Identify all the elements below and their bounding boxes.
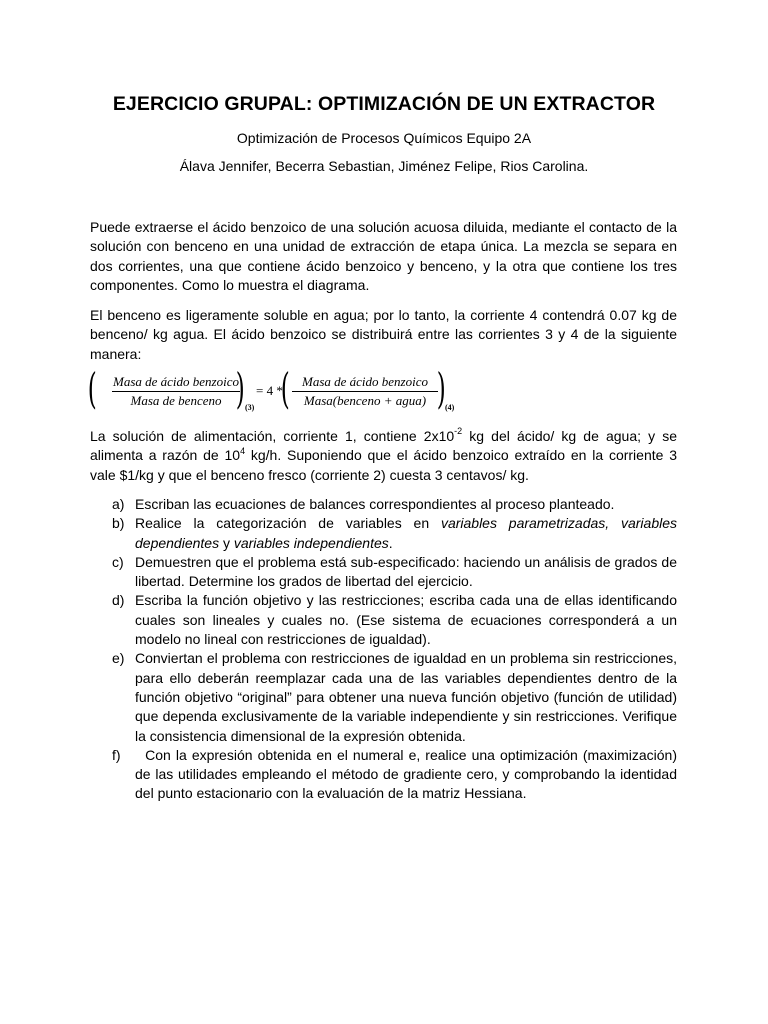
document-title: EJERCICIO GRUPAL: OPTIMIZACIÓN DE UN EXTRACTOR <box>112 93 656 115</box>
item-label: b) <box>112 515 125 532</box>
authors-line: Álava Jennifer, Becerra Sebastian, Jiménez Felipe, Rios Carolina. <box>179 158 589 174</box>
item-text: Conviertan el problema con restricciones de igualdad en un problema sin restricciones, para ello deberán reemplazar cada una de las variables dependientes dentro de la función objetivo “original” para obtener una nueva función objetivo (función de utilidad) que dependa exclusivamente de la variable independiente y sin restricciones. Verifique la consistencia dimensional de la expresión obtenida. <box>135 650 677 744</box>
item-italic-text: variables independientes <box>233 534 389 551</box>
item-italic-text: variables parametrizadas, variables dependientes <box>135 515 678 551</box>
equals-sign: = 4 * <box>256 383 283 398</box>
right-open-paren: ( <box>280 364 290 413</box>
item-text: Demuestren que el problema está sub-especificado: haciendo un análisis de grados de libertad. Determine los grados de libertad del ejercicio. <box>135 553 677 590</box>
feed-text-2: kg del ácido/ kg de agua; y se alimenta a razón de 10 <box>90 428 677 464</box>
item-text: Escriban las ecuaciones de balances correspondientes al proceso planteado. <box>135 496 615 512</box>
left-subscript: (3) <box>245 403 255 412</box>
list-item <box>112 553 677 592</box>
right-fraction <box>292 374 438 409</box>
list-item <box>112 591 677 649</box>
feed-exponent-1: -2 <box>454 426 463 437</box>
item-label: a) <box>112 496 125 512</box>
left-close-paren: ) <box>235 364 245 413</box>
right-close-paren: ) <box>436 364 446 413</box>
item-text: Escriba la función objetivo y las restricciones; escriba cada una de ellas identificando cuales son lineales y cuales no. (Ese sistema de ecuaciones corresponderá a un modelo no lineal con restricciones de igualdad). <box>135 592 677 648</box>
left-open-paren: ( <box>87 364 97 413</box>
list-item <box>112 649 677 745</box>
list-item <box>112 514 677 553</box>
feed-text-1: La solución de alimentación, corriente 1, contiene 2x10 <box>90 428 455 444</box>
distribution-formula <box>87 364 490 416</box>
right-denominator: Masa(benceno + agua) <box>292 391 438 409</box>
item-text: . <box>388 534 393 551</box>
task-list <box>112 495 681 804</box>
feed-text-3: kg/h. Suponiendo que el ácido benzoico extraído en la corriente 3 vale $1/kg y que el benceno fresco (corriente 2) cuesta 3 centavos/ kg. <box>90 447 677 483</box>
item-text: y <box>219 534 234 551</box>
item-label: f) <box>112 746 121 763</box>
paragraph-intro: Puede extraerse el ácido benzoico de una solución acuosa diluida, mediante el contacto de la solución con benceno en una unidad de extracción de etapa única. La mezcla se separa en dos corrientes, una que contiene ácido benzoico y benceno, y la otra que contiene los tres componentes. Como lo muestra el diagrama. <box>90 219 677 293</box>
right-subscript: (4) <box>445 403 455 412</box>
list-item <box>112 746 681 804</box>
item-label: e) <box>112 650 125 667</box>
list-item <box>112 495 677 514</box>
item-text: Con la expresión obtenida en el numeral e, realice una optimización (maximización) de las utilidades empleando el método de gradiente cero, y comprobando la identidad del punto estacionario con la evaluación de la matriz Hessiana. <box>135 746 681 802</box>
feed-exponent-2: 4 <box>240 445 246 456</box>
paragraph-feed <box>90 427 677 485</box>
left-numerator: Masa de ácido benzoico <box>112 374 239 389</box>
item-text: Realice la categorización de variables en <box>135 515 441 532</box>
left-fraction <box>112 374 240 409</box>
left-denominator: Masa de benceno <box>112 391 240 409</box>
item-label: d) <box>112 592 125 609</box>
right-numerator: Masa de ácido benzoico <box>301 374 428 389</box>
paragraph-benzene: El benceno es ligeramente soluble en agua; por lo tanto, la corriente 4 contendrá 0.07 kg de benceno/ kg agua. El ácido benzoico se distribuirá entre las corrientes 3 y 4 de la siguiente manera: <box>90 307 677 362</box>
item-label: c) <box>112 553 124 570</box>
document-subtitle: Optimización de Procesos Químicos Equipo 2A <box>236 130 532 146</box>
